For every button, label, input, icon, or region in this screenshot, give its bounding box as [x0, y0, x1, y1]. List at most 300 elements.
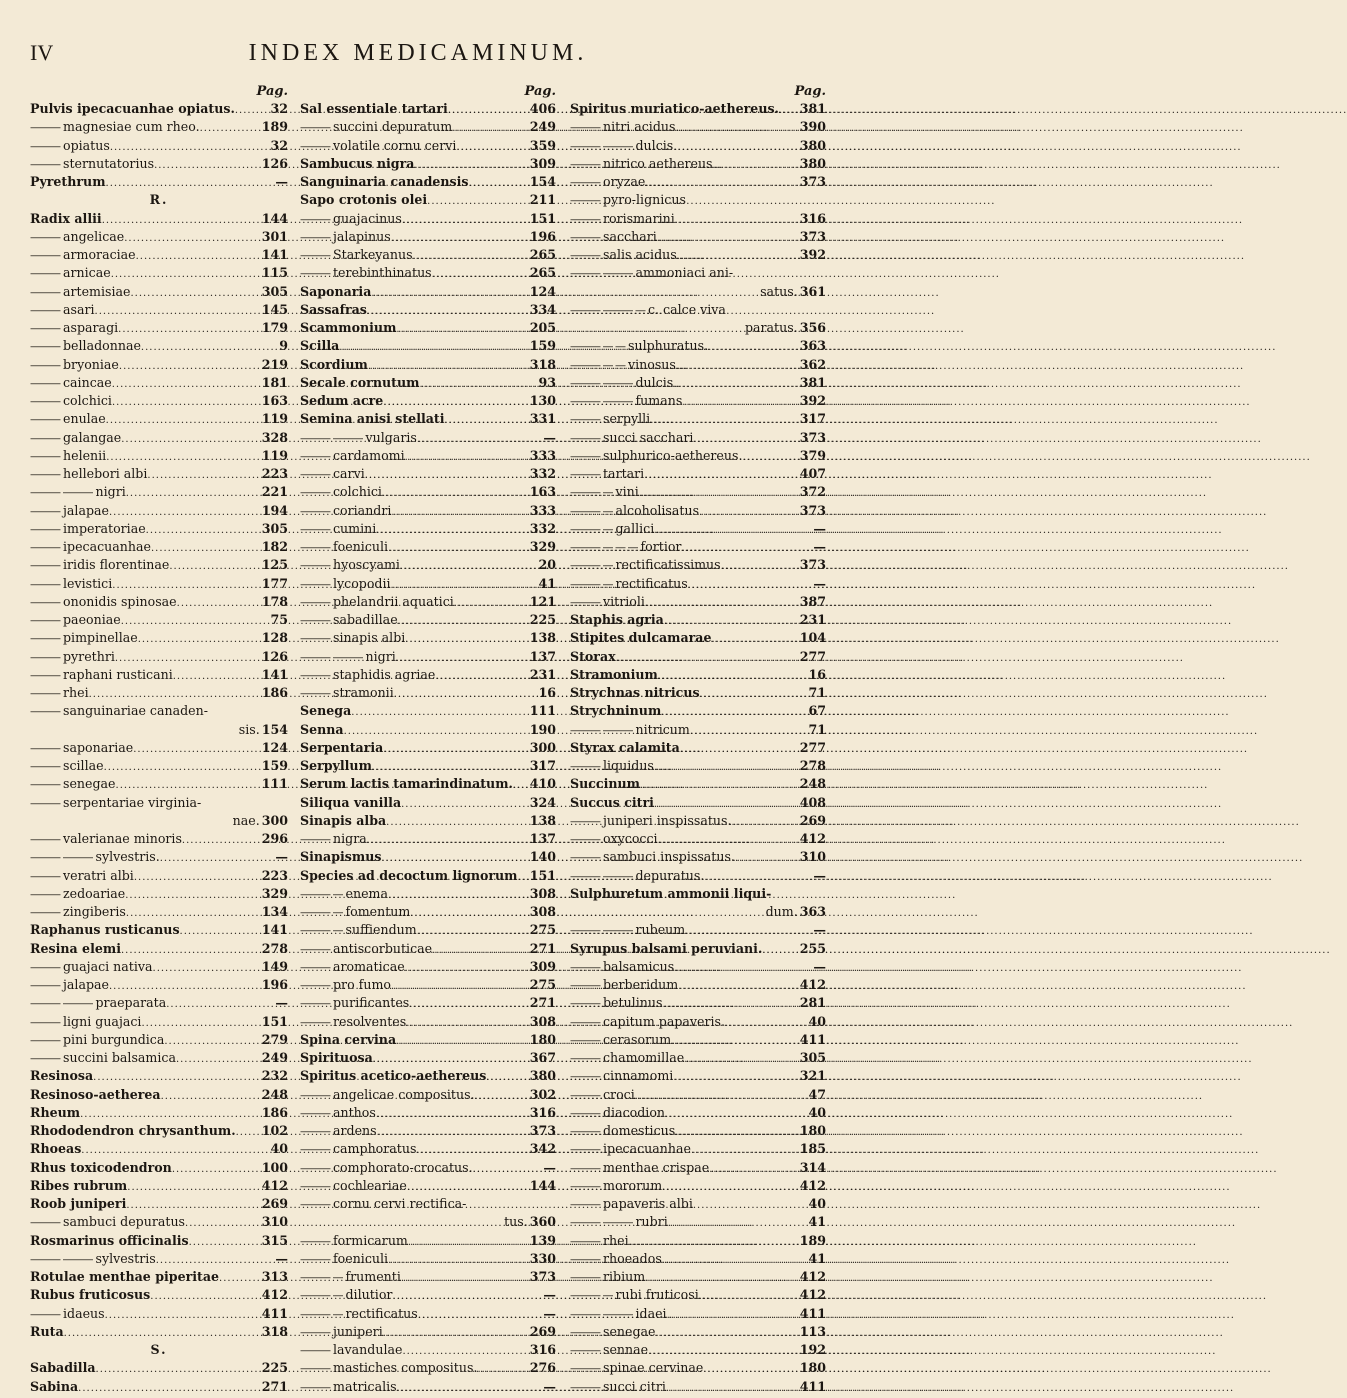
- index-entry: [570, 1031, 826, 1049]
- leader-dots: [119, 358, 260, 376]
- ditto-dash: ———: [30, 833, 60, 846]
- index-entry: [300, 410, 556, 428]
- index-entry: [570, 721, 826, 739]
- entry-term: vitrioli: [603, 593, 645, 609]
- entry-term: Resinoso-aetherea: [30, 1086, 161, 1102]
- entry-term: idaeus: [63, 1305, 105, 1321]
- ditto-dash: ———: [300, 1198, 330, 1211]
- index-entry: [30, 867, 288, 885]
- index-entry-continuation: [570, 283, 826, 301]
- index-entry: [30, 1086, 288, 1104]
- index-entry: [570, 1067, 826, 1085]
- page-reference: 141: [261, 666, 288, 682]
- ditto-dash: ——— —: [570, 577, 613, 591]
- entry-term: Roob juniperi: [30, 1196, 127, 1211]
- entry-term: Sulphuretum ammonii liqui-: [570, 885, 772, 901]
- page-reference: 310: [261, 1214, 288, 1230]
- entry-term: gallici: [615, 520, 655, 536]
- index-entry: [30, 1122, 288, 1140]
- entry-term: sulphurico-aethereus.: [603, 447, 743, 463]
- ditto-dash: ———: [300, 1106, 330, 1120]
- leader-dots: [656, 1325, 798, 1343]
- entry-term: valerianae minoris: [63, 831, 182, 846]
- leader-dots: [96, 1361, 260, 1379]
- ditto-dash: ———: [30, 157, 60, 171]
- page-reference: 278: [799, 758, 826, 773]
- entry-term: Spiritus muriatico-aethereus.: [570, 101, 779, 116]
- leader-dots: [665, 1106, 800, 1124]
- entry-term: pimpinellae: [63, 630, 138, 646]
- leader-dots: [731, 814, 797, 832]
- page-reference: 363: [799, 338, 826, 354]
- entry-term: pyrethri: [63, 648, 115, 664]
- ditto-dash: ———: [570, 1143, 600, 1157]
- entry-term: Ribes rubrum: [30, 1177, 128, 1193]
- index-entry: [300, 173, 556, 191]
- index-entry: [570, 1049, 826, 1067]
- page-reference: 192: [799, 1342, 826, 1357]
- index-entry: [30, 137, 288, 155]
- entry-term: ribium: [603, 1269, 646, 1284]
- entry-term: capitum papaveris.: [603, 1013, 725, 1029]
- ditto-dash: ———: [300, 1325, 330, 1339]
- index-entry: [300, 118, 556, 136]
- entry-term: balsamicus: [603, 958, 675, 974]
- ditto-dash: ———: [300, 541, 330, 554]
- index-entry: [300, 1159, 556, 1177]
- page-reference: 332: [529, 520, 556, 536]
- entry-term: croci: [603, 1086, 635, 1102]
- entry-term: Storax: [570, 648, 616, 664]
- ditto-dash: ———: [570, 1380, 600, 1394]
- page-reference: —: [275, 174, 288, 189]
- entry-term: sulphuratus.: [628, 338, 709, 354]
- ditto-dash: ———: [30, 340, 60, 354]
- ditto-dash: ———: [300, 577, 330, 591]
- leader-dots: [134, 869, 260, 887]
- ditto-dash: ———: [30, 869, 60, 883]
- page-reference: 134: [261, 904, 288, 919]
- entry-term: fomentum: [345, 904, 411, 919]
- index-entry: [30, 1104, 288, 1122]
- leader-dots: [121, 613, 262, 631]
- ditto-dash: ———: [30, 230, 60, 244]
- ditto-dash: ——— —: [300, 1271, 343, 1284]
- leader-dots: [166, 996, 262, 1014]
- page-reference: 141: [261, 247, 288, 262]
- page-reference: —: [813, 922, 826, 938]
- page-reference: 380: [529, 1068, 556, 1084]
- index-entry: [30, 228, 288, 246]
- entry-term: bryoniae: [63, 356, 119, 372]
- page-reference: 67: [808, 703, 826, 719]
- entry-term: serpylli: [603, 411, 651, 427]
- page-reference: 225: [261, 1360, 288, 1376]
- index-entry: [300, 538, 556, 556]
- leader-dots: [382, 485, 528, 503]
- entry-term: diacodion: [603, 1104, 666, 1120]
- ditto-dash: ———: [30, 559, 60, 573]
- leader-dots: [680, 741, 798, 759]
- index-entry: [30, 301, 288, 319]
- ditto-dash: ———: [570, 1179, 600, 1193]
- ditto-dash: ———: [300, 979, 330, 992]
- entry-term: caincae: [63, 374, 112, 390]
- ditto-dash: ———: [570, 1125, 600, 1138]
- index-entry: [570, 210, 826, 228]
- index-entry: [570, 958, 826, 976]
- index-entry: [30, 1049, 288, 1067]
- leader-dots: [160, 850, 262, 868]
- page-reference: —: [813, 867, 826, 883]
- index-entry: [300, 1177, 556, 1195]
- page-reference: 185: [799, 1141, 826, 1157]
- ditto-dash: ——— —: [300, 887, 343, 901]
- ditto-dash: ———: [570, 431, 600, 445]
- index-entry: [300, 1359, 556, 1377]
- entry-term: jalapinus: [333, 228, 391, 244]
- entry-term: volatile cornu cervi: [333, 137, 457, 153]
- index-entry: [570, 538, 826, 556]
- entry-term: spinae cervinae: [603, 1360, 704, 1376]
- page-reference: 328: [261, 429, 288, 445]
- entry-term: rubeum: [635, 922, 686, 938]
- ditto-dash: ——— — — —: [570, 541, 638, 554]
- index-entry: [570, 1250, 826, 1268]
- entry-term: Semina anisi stellati: [300, 411, 445, 427]
- entry-term: tartari: [603, 466, 645, 481]
- index-entry: [570, 155, 826, 173]
- leader-dots: [105, 1307, 260, 1325]
- leader-dots: [173, 668, 260, 686]
- ditto-dash: ———: [570, 1106, 600, 1120]
- entry-term: berberidum: [603, 977, 679, 992]
- page-reference: 308: [529, 904, 556, 919]
- page-reference: 410: [529, 776, 556, 792]
- ditto-dash: ———: [300, 833, 330, 846]
- entry-term: resolventes: [333, 1013, 407, 1029]
- index-entry: [300, 465, 556, 483]
- index-entry: [30, 447, 288, 465]
- leader-dots: [676, 358, 798, 376]
- entry-term: scillae: [63, 758, 104, 773]
- leader-dots: [469, 175, 528, 193]
- page-reference: 373: [799, 174, 826, 189]
- leader-dots: [367, 832, 528, 850]
- index-entry: [30, 775, 288, 793]
- leader-dots: [383, 1325, 528, 1343]
- leader-dots: [688, 577, 800, 595]
- index-entry: [300, 137, 556, 155]
- index-entry: [300, 1067, 556, 1085]
- leader-dots: [235, 102, 262, 120]
- entry-term: jalapae: [63, 977, 109, 992]
- entry-term: belladonnae: [63, 338, 141, 354]
- leader-dots: [674, 960, 800, 978]
- page-reference: 373: [799, 502, 826, 518]
- index-entry: [570, 356, 826, 374]
- entry-term: cinnamomi: [603, 1068, 674, 1084]
- index-column-2: [300, 84, 556, 1396]
- index-entry: [30, 684, 288, 702]
- index-entry: [570, 246, 826, 264]
- leader-dots: [391, 504, 527, 522]
- ditto-dash: ——— ——— —: [570, 303, 645, 317]
- leader-dots: [409, 996, 527, 1014]
- page-reference: 16: [538, 685, 556, 700]
- index-entry: [30, 1031, 288, 1049]
- ditto-dash: ——— — —: [570, 340, 625, 354]
- page-reference: 314: [799, 1159, 826, 1175]
- page-reference: 281: [799, 995, 826, 1011]
- ditto-dash: ———: [300, 595, 330, 609]
- entry-term: Stipites dulcamarae: [570, 630, 712, 646]
- ditto-dash: ———: [30, 522, 60, 536]
- page-reference: 221: [261, 484, 288, 500]
- page-reference: 308: [529, 1013, 556, 1029]
- leader-dots: [690, 723, 800, 741]
- index-entry: [570, 775, 826, 793]
- entry-term: serpentariae virginia-: [63, 794, 202, 810]
- index-entry: [30, 848, 288, 866]
- entry-term: colchici: [63, 393, 112, 408]
- index-entry: [570, 556, 826, 574]
- page-reference: 387: [799, 593, 826, 609]
- entry-term: mororum: [603, 1177, 663, 1193]
- ditto-dash: ———: [570, 1088, 600, 1102]
- index-entry: [570, 1140, 826, 1158]
- ditto-dash: ———: [570, 595, 600, 609]
- index-entry: [30, 410, 288, 428]
- ditto-dash: ——— ———: [570, 267, 633, 281]
- leader-dots: [693, 1197, 800, 1215]
- ditto-dash: ———: [30, 249, 60, 262]
- entry-term: purificantes: [333, 995, 410, 1011]
- leader-dots: [432, 266, 528, 284]
- ditto-dash: ———: [30, 614, 60, 627]
- index-entry: [300, 666, 556, 684]
- entry-term: pini burgundica: [63, 1031, 165, 1047]
- page-reference: 126: [261, 648, 288, 664]
- page-reference: 231: [799, 612, 826, 627]
- page-reference: 249: [529, 119, 556, 135]
- leader-dots: [640, 777, 798, 795]
- index-entry: [30, 903, 288, 921]
- page-reference: 373: [529, 1269, 556, 1284]
- page-reference: 316: [529, 1104, 556, 1120]
- ditto-dash: ———: [30, 1216, 60, 1230]
- ditto-dash: ———: [300, 486, 330, 500]
- ditto-dash: ——— —: [570, 1289, 613, 1303]
- leader-dots: [700, 686, 800, 704]
- index-entry: [30, 1177, 288, 1195]
- page-reference: 331: [529, 411, 556, 427]
- leader-dots: [675, 212, 798, 230]
- page-reference: 154: [529, 174, 556, 189]
- leader-dots: [673, 1069, 797, 1087]
- ditto-dash: ———: [300, 212, 330, 226]
- index-entry: [570, 392, 826, 410]
- index-entry: [570, 301, 826, 319]
- entry-term: fortior: [640, 539, 682, 554]
- index-entry: [30, 173, 288, 191]
- entry-term: Strychninum: [570, 703, 662, 719]
- index-entry: [300, 155, 556, 173]
- page-reference: 205: [529, 320, 556, 335]
- ditto-dash: ———: [570, 1052, 600, 1065]
- entry-term: Succus citri: [570, 794, 654, 810]
- ditto-dash: ———: [570, 1344, 600, 1357]
- entry-term: nigri: [95, 484, 126, 500]
- index-entry: [300, 246, 556, 264]
- entry-term: guajacinus: [333, 210, 402, 226]
- page-reference: —: [813, 958, 826, 974]
- entry-term: stramonii: [333, 685, 394, 700]
- index-entry: [570, 994, 826, 1012]
- leader-dots: [405, 960, 528, 978]
- page-reference: 40: [808, 1104, 826, 1120]
- ditto-dash: ———: [570, 468, 600, 481]
- leader-dots: [130, 285, 259, 303]
- entry-term: Rhododendron chrysanthum.: [30, 1123, 236, 1138]
- page-reference: 124: [529, 283, 556, 299]
- entry-term: ardens: [333, 1123, 377, 1138]
- entry-term: juniperi: [333, 1323, 383, 1339]
- index-entry: [300, 1268, 556, 1286]
- index-entry: [570, 1286, 826, 1304]
- page-reference: —: [813, 575, 826, 591]
- page-reference: 138: [529, 812, 556, 828]
- index-entry: [570, 1268, 826, 1286]
- leader-dots: [418, 1307, 530, 1325]
- entry-term: sternutatorius: [63, 155, 155, 171]
- index-entry: [300, 611, 556, 629]
- page-reference: 412: [799, 977, 826, 992]
- entry-term: ipecacuanhae: [63, 539, 151, 554]
- index-entry: [30, 337, 288, 355]
- entry-term: Species ad decoctum lignorum: [300, 867, 518, 883]
- ditto-dash: ———: [300, 960, 330, 974]
- page-reference: 300: [261, 812, 288, 828]
- leader-dots: [236, 1124, 260, 1142]
- leader-dots: [475, 1088, 528, 1106]
- entry-term: oxycocci: [603, 831, 658, 846]
- index-entry: [300, 264, 556, 282]
- page-reference: —: [275, 1250, 288, 1266]
- ditto-dash: ———: [30, 650, 60, 664]
- page-reference: 163: [261, 393, 288, 408]
- page-reference: 412: [261, 1177, 288, 1193]
- ditto-dash: ———: [30, 595, 60, 609]
- entry-term: Succinum: [570, 776, 641, 792]
- page-reference: 310: [799, 849, 826, 865]
- entry-term: tus.: [504, 1214, 528, 1230]
- entry-term: Sapo crotonis olei: [300, 192, 428, 208]
- page-reference: 305: [261, 520, 288, 536]
- index-entry: [30, 1013, 288, 1031]
- leader-dots: [176, 1051, 260, 1069]
- page-reference: 279: [261, 1031, 288, 1047]
- index-entry: [30, 155, 288, 173]
- index-entry: [570, 593, 826, 611]
- page-reference: 276: [529, 1360, 556, 1376]
- page-reference: —: [813, 539, 826, 554]
- ditto-dash: ——— ———: [570, 723, 633, 737]
- page-reference: 324: [529, 794, 556, 810]
- leader-dots: [699, 504, 798, 522]
- leader-dots: [169, 558, 259, 576]
- page-reference: 119: [261, 447, 288, 463]
- ditto-dash: ———: [30, 1052, 60, 1065]
- page-reference: 9: [279, 338, 288, 354]
- entry-term: Styrax calamita: [570, 739, 680, 755]
- ditto-dash: ———: [30, 358, 60, 372]
- ditto-dash: ———: [300, 1362, 330, 1376]
- entry-term: Rhus toxicodendron: [30, 1159, 172, 1175]
- index-column-1: [30, 84, 288, 1396]
- leader-dots: [180, 923, 260, 941]
- page-reference: 180: [799, 1123, 826, 1138]
- index-entry: [30, 374, 288, 392]
- entry-term: Rosmarinus officinalis: [30, 1232, 189, 1248]
- page-reference: 411: [799, 1305, 826, 1321]
- entry-term: Resinosa: [30, 1068, 94, 1084]
- entry-term: nae.: [232, 812, 260, 828]
- index-entry: [300, 794, 556, 812]
- index-entry: [300, 1323, 556, 1341]
- leader-dots: [671, 1033, 798, 1051]
- leader-dots: [121, 431, 259, 449]
- leader-dots: [406, 1015, 528, 1033]
- entry-term: sanguinariae canaden-: [63, 703, 208, 719]
- entry-term: paeoniae: [63, 612, 121, 627]
- entry-term: rorismarini: [603, 210, 675, 226]
- index-entry: [300, 885, 556, 903]
- column-header-pag: Pag.: [256, 84, 288, 99]
- index-entry: [300, 940, 556, 958]
- index-entry: [570, 976, 826, 994]
- ditto-dash: ———: [300, 942, 330, 956]
- page-reference: 231: [529, 666, 556, 682]
- ditto-dash: ———: [570, 1252, 600, 1266]
- page-reference: 316: [799, 210, 826, 226]
- index-entry: [30, 356, 288, 374]
- index-entry: [300, 100, 556, 118]
- page-reference: 305: [261, 283, 288, 299]
- entry-term: Syrupus balsami peruviani.: [570, 940, 763, 956]
- leader-dots: [386, 814, 528, 832]
- leader-dots: [112, 394, 260, 412]
- page-reference: 102: [261, 1123, 288, 1138]
- page-reference: 159: [261, 758, 288, 773]
- index-entry: [30, 648, 288, 666]
- leader-dots: [456, 139, 527, 157]
- ditto-dash: ——— —: [570, 522, 613, 536]
- page-reference: 342: [529, 1141, 556, 1157]
- entry-term: magnesiae cum rheo.: [63, 119, 200, 135]
- index-entry: [570, 885, 826, 903]
- ditto-dash: ———: [570, 1070, 600, 1084]
- entry-term: Sal essentiale tartari: [300, 101, 448, 116]
- entry-term: mastiches compositus.: [333, 1360, 478, 1376]
- ditto-dash: ——— ———: [30, 1252, 93, 1266]
- leader-dots: [153, 960, 260, 978]
- page-reference: 41: [808, 1214, 826, 1230]
- entry-term: Rubus fruticosus: [30, 1287, 151, 1303]
- page-reference: 373: [529, 1123, 556, 1138]
- index-entry: [300, 210, 556, 228]
- index-entry: [300, 1104, 556, 1122]
